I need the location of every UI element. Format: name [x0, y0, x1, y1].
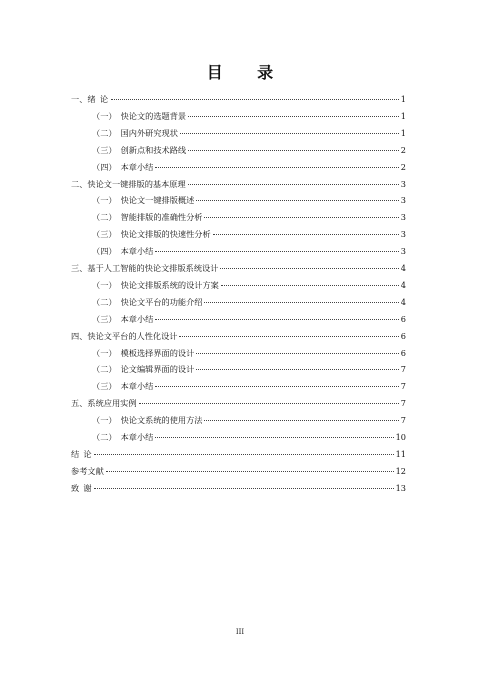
- toc-leader-dots: [196, 369, 399, 370]
- toc-entry-page: 4: [400, 263, 406, 273]
- toc-leader-dots: [106, 471, 394, 472]
- toc-entry-text: 本章小结: [120, 246, 154, 257]
- toc-entry-page: 11: [395, 448, 406, 459]
- toc-leader-dots: [204, 217, 398, 218]
- toc-leader-dots: [139, 403, 399, 404]
- toc-entry-label: [71, 177, 186, 191]
- toc-entry-text: 本章小结: [120, 161, 154, 172]
- toc-entry-page: 4: [400, 296, 406, 307]
- toc-entry-page: 2: [400, 161, 406, 172]
- toc-entry-number: （一）: [92, 110, 117, 121]
- toc-entry-label: [92, 346, 194, 360]
- toc-entry[interactable]: [71, 261, 406, 275]
- toc-entry-page: 10: [395, 432, 406, 442]
- toc-entry-text: 快论文一键排版的基本原理: [87, 178, 186, 189]
- toc-entry-page: 12: [395, 465, 406, 476]
- toc-entry-text: 快论文一键排版概述: [120, 195, 195, 206]
- toc-leader-dots: [213, 234, 399, 235]
- toc-entry-number: 四、: [71, 330, 88, 341]
- toc-entry-number: （一）: [92, 279, 117, 290]
- toc-leader-dots: [188, 150, 399, 151]
- toc-entry-page: 3: [400, 229, 406, 240]
- toc-entry[interactable]: [92, 126, 406, 140]
- toc-leader-dots: [204, 302, 398, 303]
- toc-entry-text: 本章小结: [120, 432, 154, 442]
- toc-entry-number: 一、: [71, 94, 88, 104]
- toc-entry-page: 7: [400, 415, 406, 426]
- toc-entry-number: （四）: [92, 161, 117, 172]
- toc-entry-label: [92, 362, 194, 376]
- toc-leader-dots: [180, 133, 399, 134]
- toc-entry-label: [71, 481, 92, 495]
- toc-entry-text: 国内外研究现状: [120, 127, 178, 138]
- toc-entry-number: （二）: [92, 212, 117, 223]
- toc-leader-dots: [94, 488, 393, 489]
- toc-entry[interactable]: [71, 396, 406, 410]
- toc-entry-page: 3: [400, 246, 406, 257]
- toc-entry-number: （三）: [92, 229, 117, 240]
- toc-leader-dots: [179, 336, 398, 337]
- toc-entry[interactable]: [92, 362, 406, 376]
- toc-entry-text: 基于人工智能的快论文排版系统设计: [87, 263, 219, 273]
- toc-entry-number: （二）: [92, 364, 117, 375]
- toc-entry[interactable]: [71, 177, 406, 191]
- toc-entry-text: 参考文献: [71, 465, 104, 476]
- toc-entry-page: 1: [400, 94, 406, 104]
- toc-entry-page: 7: [400, 398, 406, 409]
- toc-entry-number: （四）: [92, 246, 117, 257]
- toc-entry[interactable]: [92, 413, 406, 427]
- toc-entry[interactable]: [92, 210, 406, 224]
- toc-entry-number: （二）: [92, 127, 117, 138]
- toc-entry-label: [92, 295, 202, 309]
- toc-entry-text: 绪 论: [87, 94, 109, 104]
- toc-leader-dots: [188, 184, 399, 185]
- toc-entry-label: [92, 430, 153, 444]
- toc-entry[interactable]: [92, 312, 406, 326]
- toc-entry-text: 快论文的选题背景: [120, 110, 187, 121]
- toc-entry-text: 快论文排版的快速性分析: [120, 229, 211, 240]
- toc-entry[interactable]: [92, 295, 406, 309]
- toc-entry-label: [71, 92, 109, 106]
- toc-leader-dots: [155, 319, 398, 320]
- toc-entry-page: 1: [400, 110, 406, 121]
- toc-entry-label: [71, 329, 177, 343]
- toc-entry-label: [92, 193, 194, 207]
- toc-entry-page: 13: [395, 482, 406, 493]
- toc-entry[interactable]: [92, 160, 406, 174]
- toc-entry-page: 3: [400, 195, 406, 206]
- toc-entry-label: [92, 210, 202, 224]
- toc-entry[interactable]: [71, 329, 406, 343]
- toc-entry-number: 三、: [71, 263, 88, 273]
- toc-leader-dots: [155, 167, 398, 168]
- toc-entry-text: 智能排版的准确性分析: [120, 212, 203, 223]
- toc-entry-number: 二、: [71, 178, 88, 189]
- toc-entry-label: [92, 312, 153, 326]
- toc-entry-number: （二）: [92, 296, 117, 307]
- toc-entry-page: 7: [400, 381, 406, 392]
- toc-entry-text: 快论文平台的人性化设计: [87, 330, 178, 341]
- page-number: III: [235, 628, 245, 636]
- toc-leader-dots: [196, 353, 399, 354]
- toc-entry-text: 本章小结: [120, 313, 154, 324]
- toc-entry[interactable]: [71, 92, 406, 106]
- toc-entry-text: 论文编辑界面的设计: [120, 364, 195, 375]
- toc-entry-page: 1: [400, 127, 406, 138]
- toc-entry-label: [71, 447, 92, 461]
- toc-entry[interactable]: [92, 346, 406, 360]
- toc-entry[interactable]: [92, 278, 406, 292]
- toc-entry-page: 6: [400, 330, 406, 341]
- toc-entry-number: （一）: [92, 347, 117, 358]
- toc-entry-label: [92, 278, 219, 292]
- toc-entry-label: [92, 109, 186, 123]
- toc-entry-page: 6: [400, 313, 406, 324]
- toc-entry-text: 系统应用实例: [87, 398, 137, 409]
- toc-entry-label: [92, 126, 178, 140]
- toc-leader-dots: [155, 437, 393, 438]
- toc-entry[interactable]: [92, 109, 406, 123]
- toc-entry-text: 本章小结: [120, 381, 154, 392]
- toc-entry[interactable]: [71, 481, 406, 495]
- toc-leader-dots: [155, 386, 398, 387]
- toc-entry[interactable]: [92, 193, 406, 207]
- toc-entry-page: 2: [400, 144, 406, 155]
- toc-entry[interactable]: [92, 143, 406, 157]
- toc-leader-dots: [155, 251, 398, 252]
- toc-entry-text: 结 论: [71, 448, 93, 459]
- toc-entry-label: [71, 261, 218, 275]
- toc-entry-text: 创新点和技术路线: [120, 144, 187, 155]
- toc-entry-number: （三）: [92, 144, 117, 155]
- toc-entry-label: [92, 160, 153, 174]
- toc-leader-dots: [220, 268, 398, 269]
- toc-entry-page: 3: [400, 212, 406, 223]
- toc-leader-dots: [221, 285, 399, 286]
- toc-entry-label: [92, 379, 153, 393]
- toc-entry-number: （三）: [92, 381, 117, 392]
- toc-entry-text: 致 谢: [71, 482, 93, 493]
- toc-entry-number: （二）: [92, 432, 117, 442]
- toc-entry-page: 6: [400, 347, 406, 358]
- toc-entry-text: 模板选择界面的设计: [120, 347, 195, 358]
- toc-entry-number: （一）: [92, 195, 117, 206]
- toc-entry-number: （三）: [92, 313, 117, 324]
- toc-entry[interactable]: [92, 379, 406, 393]
- toc-entry-label: [92, 413, 202, 427]
- toc-title: 目 录: [206, 63, 288, 82]
- toc-entry[interactable]: [92, 430, 406, 444]
- toc-entry-label: [92, 227, 211, 241]
- toc-entry-page: 4: [400, 279, 406, 290]
- toc-entry-number: （一）: [92, 415, 117, 426]
- toc-entry-label: [92, 143, 186, 157]
- toc-entry[interactable]: [92, 244, 406, 258]
- toc-leader-dots: [111, 99, 399, 100]
- toc-leader-dots: [188, 116, 399, 117]
- toc-leader-dots: [204, 420, 398, 421]
- toc-entry-label: [92, 244, 153, 258]
- toc-entry-label: [71, 396, 137, 410]
- toc-entry-label: [71, 464, 104, 478]
- toc-entry-page: 7: [400, 364, 406, 375]
- toc-leader-dots: [94, 454, 393, 455]
- toc-entry-page: 3: [400, 178, 406, 189]
- toc-leader-dots: [196, 200, 399, 201]
- toc-entry-text: 快论文排版系统的设计方案: [120, 279, 219, 290]
- toc-entry[interactable]: [71, 464, 406, 478]
- toc-entry-text: 快论文平台的功能介绍: [120, 296, 203, 307]
- toc-entry[interactable]: [71, 447, 406, 461]
- toc-entry-text: 快论文系统的使用方法: [120, 415, 203, 426]
- toc-entry[interactable]: [92, 227, 406, 241]
- toc-entry-number: 五、: [71, 398, 88, 409]
